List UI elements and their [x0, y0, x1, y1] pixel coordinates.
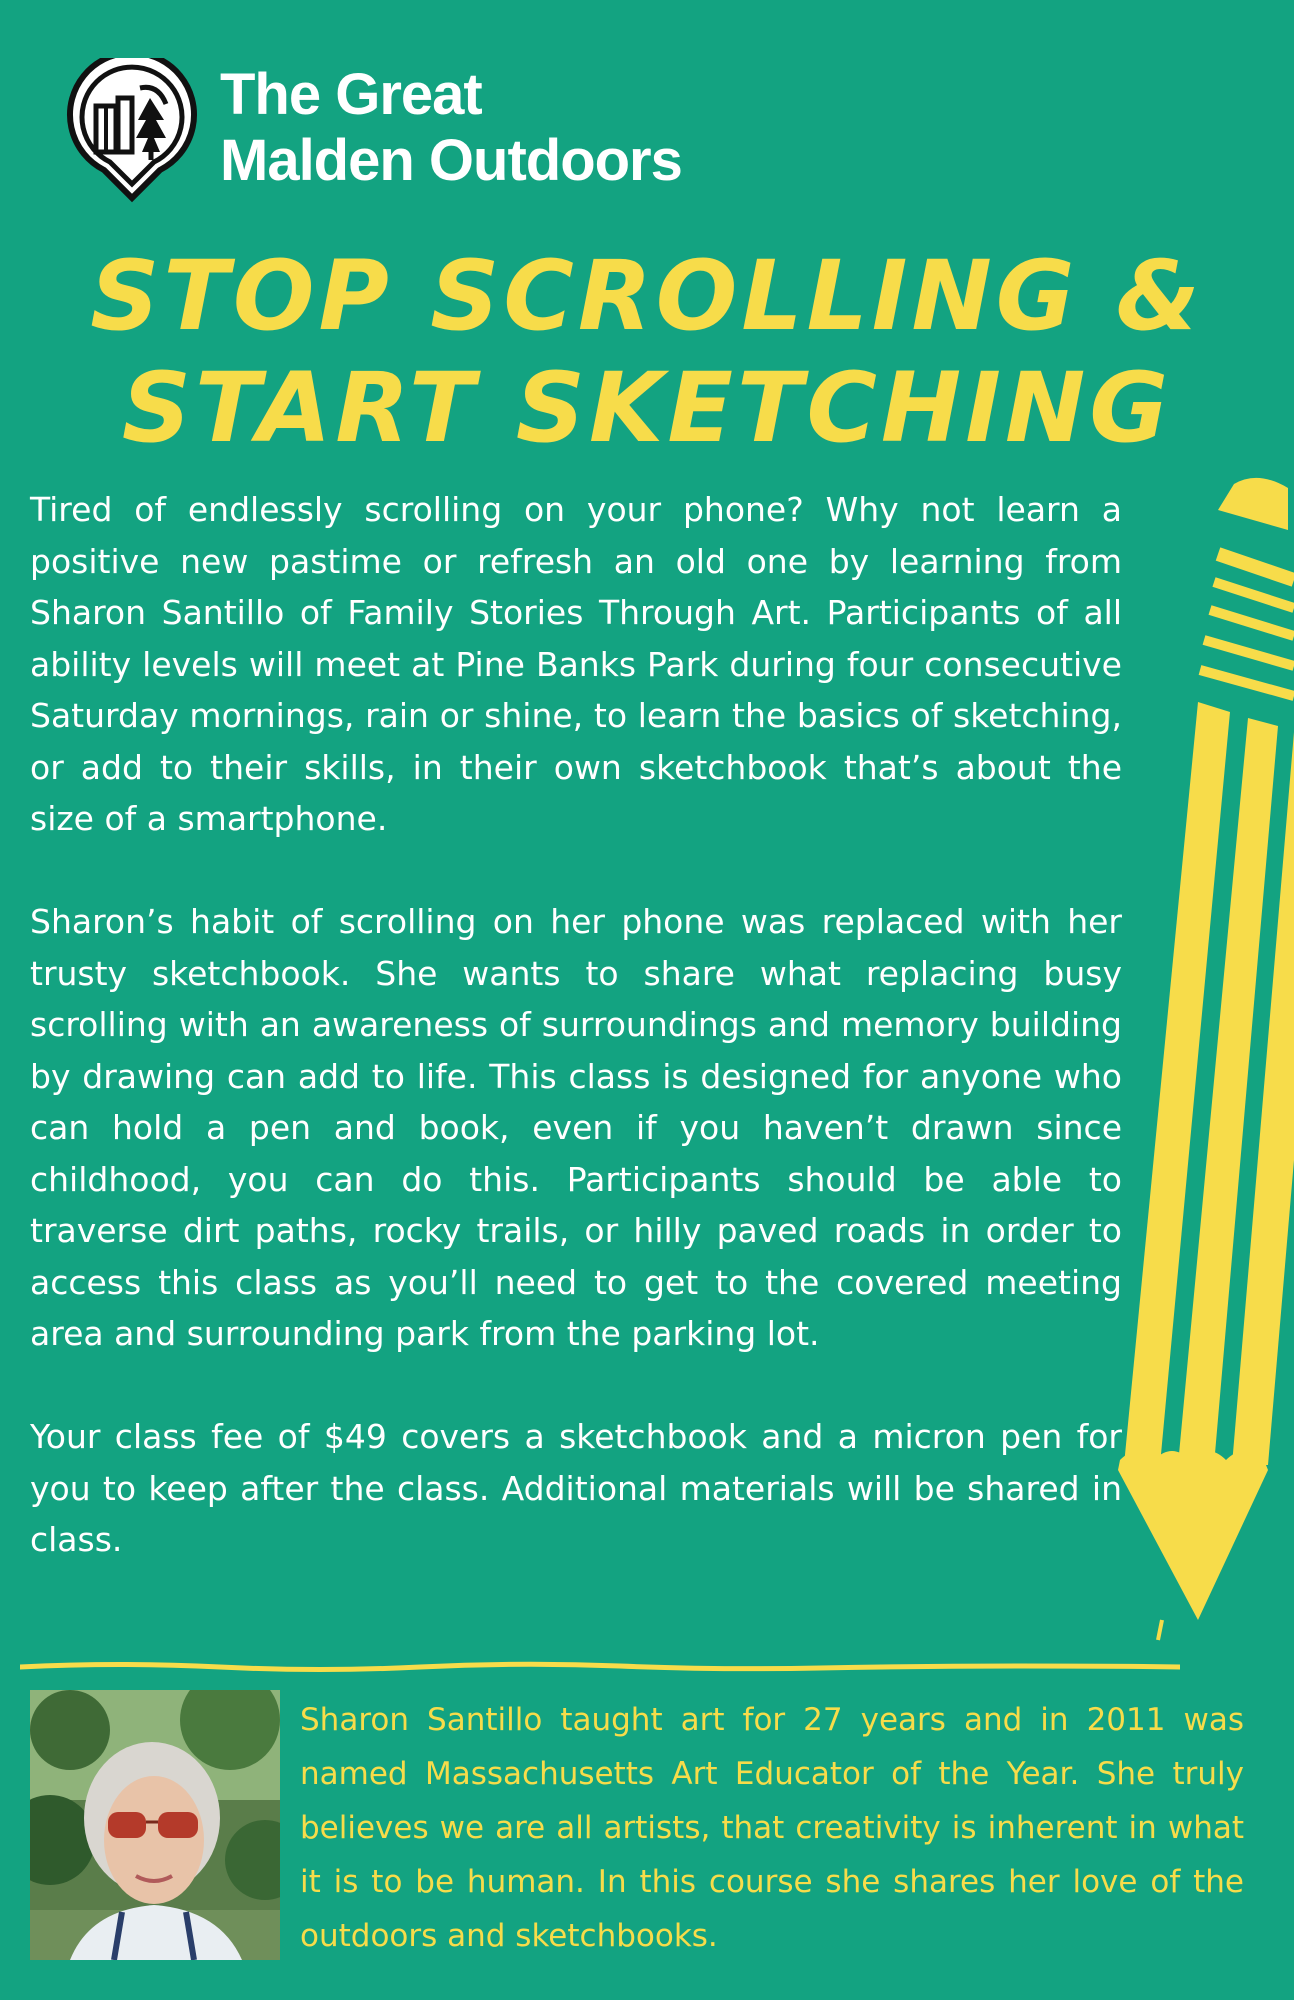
- instructor-photo: [30, 1690, 280, 1960]
- page-headline: [0, 240, 1294, 464]
- brand-line-2: Malden Outdoors: [220, 128, 682, 193]
- description-paragraph-1: Tired of endlessly scrolling on your phone? Why not learn a positive new pastime or refresh an old one by learning from Sharon Santillo of Family Stories Through Art. Participants of all ability levels will meet at Pine Banks Park during four consecutive Saturday mornings, rain or shine, to learn the basics of sketching, or add to their skills, in their own sketchbook that’s about the size of a smartphone.: [30, 490, 1122, 838]
- description-paragraph-2: Sharon’s habit of scrolling on her phone was replaced with her trusty sketchbook. She wants to share what replacing busy scrolling with an awareness of surroundings and memory building by drawing can add to life. This class is designed for anyone who can hold a pen and book, even if you haven’t drawn since childhood, you can do this. Participants should be able to traverse dirt paths, rocky trails, or hilly paved roads in order to access this class as you’ll need to get to the covered meeting area and surrounding park from the parking lot.: [30, 902, 1122, 1353]
- pencil-icon: [1118, 470, 1294, 1670]
- description-paragraph-3: Your class fee of $49 covers a sketchbook and a micron pen for you to keep after the class. Additional materials will be shared in class.: [30, 1417, 1122, 1559]
- divider: [20, 1658, 1180, 1670]
- event-description: [30, 484, 1122, 1617]
- headline-line-1: STOP SCROLLING &: [90, 240, 1204, 352]
- instructor-bio: Sharon Santillo taught art for 27 years and in 2011 was named Massachusetts Art Educator of the Year. She truly believes we are all artists, that creativity is inherent in what it is to be human. In this course she shares her love of the outdoors and sketchbooks.: [300, 1702, 1244, 1954]
- headline-line-2: START SKETCHING: [121, 352, 1173, 464]
- brand-title: [220, 62, 682, 194]
- brand-line-1: The Great: [220, 62, 482, 127]
- logo-icon: [62, 58, 202, 204]
